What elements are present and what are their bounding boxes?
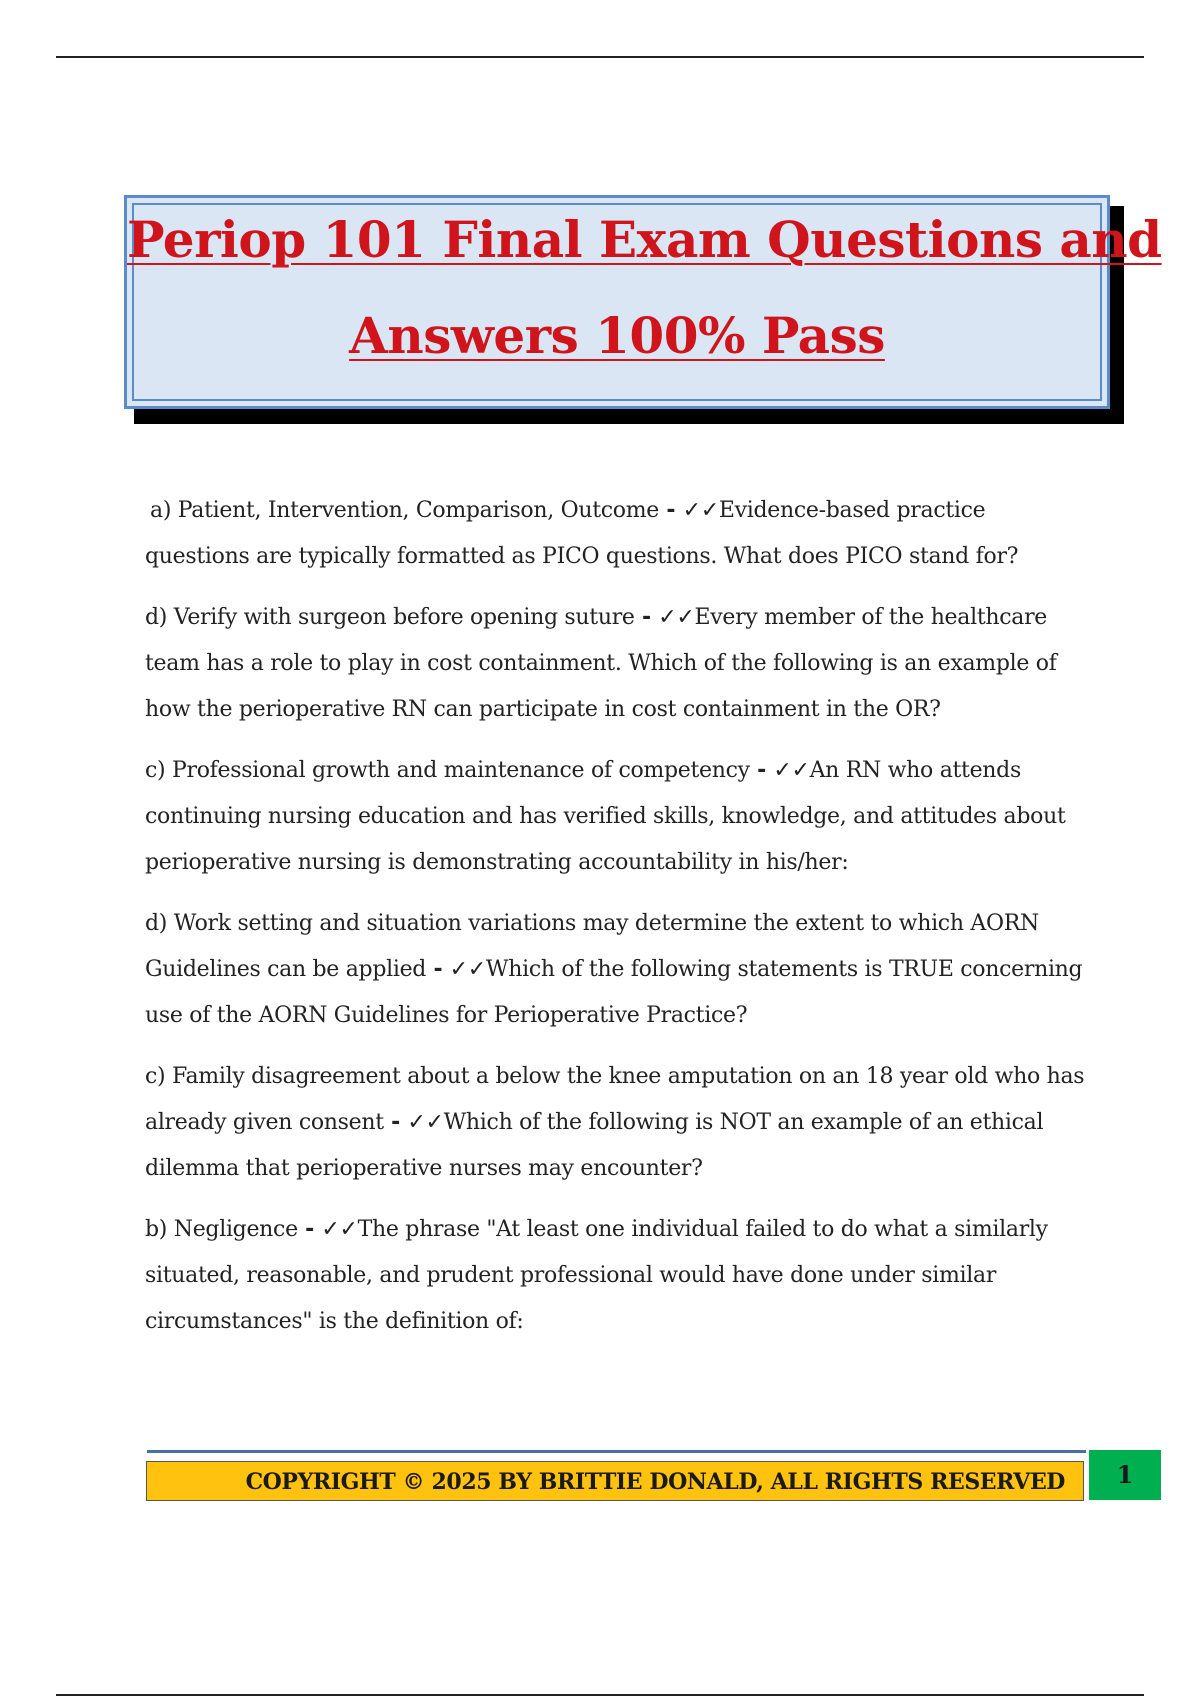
footer-rule bbox=[147, 1450, 1086, 1453]
qa-question: Evidence-based practice questions are typically formatted as PICO questions. What does PICO stand for? bbox=[145, 498, 1019, 569]
qa-item bbox=[145, 748, 1085, 886]
qa-answer: c) Professional growth and maintenance of competency bbox=[145, 758, 750, 783]
qa-question: An RN who attends continuing nursing education and has verified skills, knowledge, and attitudes about perioperative nursing is demonstrating accountability in his/her: bbox=[145, 758, 1066, 875]
qa-answer: d) Verify with surgeon before opening suture bbox=[145, 605, 635, 630]
qa-answer: b) Negligence bbox=[145, 1217, 298, 1242]
document-title-line-1: Periop 101 Final Exam Questions and bbox=[127, 210, 1162, 269]
footer-bar bbox=[146, 1461, 1084, 1501]
qa-item bbox=[145, 1054, 1085, 1192]
check-icon: - ✓✓ bbox=[383, 1110, 444, 1135]
check-icon: - ✓✓ bbox=[659, 498, 719, 523]
qa-list bbox=[145, 488, 1085, 1360]
top-rule bbox=[56, 56, 1144, 58]
title-box bbox=[124, 195, 1162, 409]
qa-question: Which of the following statements is TRUE concerning use of the AORN Guidelines for Perioperative Practice? bbox=[145, 957, 1083, 1028]
copyright-notice: COPYRIGHT © 2025 BY BRITTIE DONALD, ALL RIGHTS RESERVED bbox=[245, 1469, 1065, 1495]
qa-question: The phrase "At least one individual failed to do what a similarly situated, reasonable, and prudent professional would have done under similar circumstances" is the definition of: bbox=[145, 1217, 1048, 1334]
qa-item bbox=[145, 901, 1085, 1039]
qa-answer: d) Work setting and situation variations may determine the extent to which AORN Guidelines can be applied bbox=[145, 911, 1039, 982]
qa-answer: a) Patient, Intervention, Comparison, Outcome bbox=[150, 498, 660, 523]
check-icon: - ✓✓ bbox=[749, 758, 810, 783]
qa-item bbox=[145, 1207, 1085, 1345]
page-number: 1 bbox=[1089, 1450, 1161, 1500]
bottom-rule bbox=[56, 1694, 1144, 1696]
qa-question: Every member of the healthcare team has a role to play in cost containment. Which of the following is an example of how the perioperative RN can participate in cost containment in the OR? bbox=[145, 605, 1057, 722]
document-title-line-2: Answers 100% Pass bbox=[349, 306, 885, 365]
check-icon: - ✓✓ bbox=[426, 957, 486, 982]
qa-item bbox=[145, 488, 1085, 580]
qa-item bbox=[145, 595, 1085, 733]
check-icon: - ✓✓ bbox=[634, 605, 695, 630]
qa-answer: c) Family disagreement about a below the knee amputation on an 18 year old who has already given consent bbox=[145, 1064, 1085, 1135]
check-icon: - ✓✓ bbox=[297, 1217, 358, 1242]
qa-question: Which of the following is NOT an example of an ethical dilemma that perioperative nurses may encounter? bbox=[145, 1110, 1044, 1181]
